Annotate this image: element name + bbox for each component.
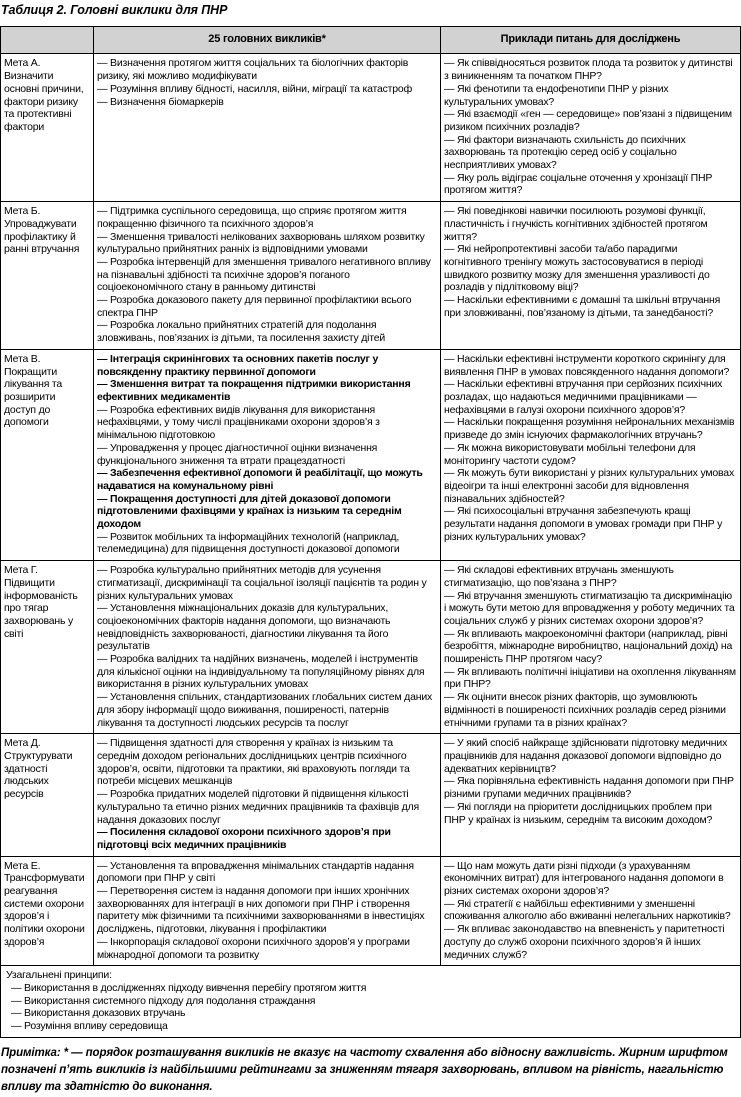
question-item: — Наскільки ефективними є домашні та шкільні втручання при зловживанні, пов’язаному із дітьми, та занедбаності?: [444, 294, 721, 319]
principle-item: — Використання системного підходу для подолання страждання: [11, 994, 316, 1007]
header-goal-cell: [1, 27, 94, 53]
table-body: [1, 53, 740, 965]
question-item: — Яку роль відіграє соціальне оточення у хронізації ПНР протягом життя?: [444, 171, 713, 197]
header-challenges-cell: 25 головних викликів*: [94, 27, 441, 53]
goal-cell: Мета Б. Упроваджувати профілактику й ранні втручання: [1, 202, 94, 349]
goal-cell: Мета Е. Трансформувати реагування системи охорони здоров’я і політики охорони здоров’я: [1, 857, 94, 966]
principle-item: — Використання доказових втручань: [11, 1007, 186, 1020]
challenge-item: — Інтеграція скринінгових та основних пакетів послуг у повсякденну практику первинної допомоги: [97, 352, 379, 378]
question-item: — Які стратегії є найбільш ефективними у зменшенні споживання алкоголю або вживанні нелегальних наркотиків?: [444, 897, 731, 923]
challenges-table: [0, 26, 741, 1038]
challenges-cell: [94, 54, 441, 201]
question-item: — Як впливає законодавство на впевненість у паритетності доступу до служб охорони психічного здоров’я й інших медичних служб?: [444, 923, 725, 961]
question-item: — Які втручання зменшують стигматизацію та дискримінацію і можуть бути метою для впровадження у роботу медичних та соціальних служб у різних системах охорони здоров’я?: [444, 589, 735, 627]
footnote: Примітка: * — порядок розташування викликів не вказує на частоту схвалення або відносну важливість. Жирним шрифтом позначені п’ять викликів із найбільшими рейтингами за зниженням тягаря захворювань, впливом на рівність, нагальністю впливу та здатністю до виконання.: [1, 1046, 728, 1094]
questions-cell: [441, 561, 740, 733]
table-row: [1, 349, 740, 560]
challenge-item: — Зменшення тривалості нелікованих захворювань шляхом розвитку культурально прийнятних ранніх із відповідними умовами: [97, 230, 425, 256]
goal-cell: Мета В. Покращити лікування та розширити доступ до допомоги: [1, 350, 94, 560]
question-item: — Які взаємодії «ген — середовище» пов’язані з підвищеним ризиком психічних розладів?: [444, 108, 732, 133]
question-item: — Які фенотипи та ендофенотипи ПНР у різних культуральних умовах?: [444, 82, 669, 108]
challenge-item: — Розуміння впливу бідності, насилля, війни, міграції та катастроф: [97, 82, 413, 95]
principles-title: Узагальнені принципи:: [6, 969, 112, 982]
question-item: — Як впливають політичні ініціативи на охоплення лікуванням при ПНР?: [444, 665, 736, 691]
challenge-item: — Підтримка суспільного середовища, що сприяє протягом життя покращенню фізичного та психічного здоров’я: [97, 205, 407, 230]
question-item: — Наскільки покращення розуміння нейрональних механізмів призведе до змін існуючих фармакологічних втручань?: [444, 416, 735, 442]
question-item: — Яка порівняльна ефективність надання допомоги при ПНР різними групами медичних працівників?: [444, 775, 734, 801]
challenges-cell: [94, 561, 441, 733]
question-item: — Що нам можуть дати різні підходи (з урахуванням економічних витрат) для інтегрованого надання допомоги в різних системах охорони здоров’я?: [444, 859, 724, 898]
challenge-item: — Установлення міжнаціональних доказів для культуральних, соціоекономічних факторів надання допомоги, що визначають невідповідність захворюваності, діагностики лікування та його результатів: [97, 602, 391, 653]
challenge-item: — Розробка культурально прийнятних методів для усунення стигматизації, дискримінації та соціальної ізоляції пацієнтів та родин у різних культуральних умовах: [97, 564, 427, 602]
question-item: — Як можуть бути використані у різних культуральних умовах відеоігри та інші електронні засоби для відновлення пізнавальних здібностей?: [444, 467, 734, 505]
question-item: — Які фактори визначають схильність до психічних захворювань та протекцію серед осіб у соціально несприятливих умовах?: [444, 133, 686, 172]
challenge-item: — Розробка придатних моделей підготовки й підвищення кількості культурально та етично різних медичних працівників та фахівців для надання доказових послуг: [97, 788, 420, 826]
challenge-item: — Розробка доказового пакету для первинної профілактики всього спектра ПНР: [97, 294, 412, 319]
challenge-item: — Упровадження у процес діагностичної оцінки визначення функціонального зниження та втрати працездатності: [97, 441, 378, 467]
question-item: — Які психосоціальні втручання забезпечують кращі результати надання допомоги в умовах громади при ПНР у різних культуральних умовах?: [444, 505, 723, 543]
question-item: — Які складові ефективних втручань зменшують стигматизацію, що пов’язана з ПНР?: [444, 564, 674, 589]
question-item: — Наскільки ефективні втручання при серйозних психічних розладах, що надаються медичними працівниками — нефахівцями в галузі охорони психічного здоров’я?: [444, 378, 723, 416]
challenge-item: — Розробка інтервенцій для зменшення тривалого негативного впливу на пізнавальні здібності та психічне здоров’я поганого соціоекономічного стану в ранньому дитинстві: [97, 255, 431, 294]
challenges-cell: [94, 350, 441, 560]
challenge-item: — Розробка ефективних видів лікування для використання нефахівцями, у тому числі працівниками охорони здоров’я з мінімальною підготовкою: [97, 403, 380, 442]
challenge-item: — Установлення спільних, стандартизованих глобальних систем даних для збору інформації щодо виживання, поширеності, патернів лікування та доступності людських ресурсів та послуг: [97, 691, 433, 729]
goal-cell: Мета Г. Підвищити інформованість про тягар захворювань у світі: [1, 561, 94, 733]
questions-cell: [441, 734, 740, 855]
questions-cell: [441, 202, 740, 349]
challenge-item: — Посилення складової охорони психічного здоров’я при підготовці всіх медичних працівників: [97, 826, 391, 851]
question-item: — Як можна використовувати мобільні телефони для моніторингу частоти судом?: [444, 441, 696, 467]
goal-cell: Мета А. Визначити основні причини, фактори ризику та протективні фактори: [1, 54, 94, 201]
principle-item: — Використання в дослідженнях підходу вивчення перебігу протягом життя: [11, 981, 367, 994]
challenge-item: — Розвиток мобільних та інформаційних технологій (наприклад, телемедицина) для підвищення доступності доказової допомоги: [97, 530, 400, 556]
header-questions-cell: Приклади питань для досліджень: [441, 27, 740, 53]
question-item: — Які нейропротективні засоби та/або парадигми когнітивного тренінгу можуть застосовуватися в періоді швидкого розвитку мозку для зменшення уразливості до розладів у підлітковому віці?: [444, 243, 710, 294]
challenge-item: — Визначення протягом життя соціальних та біологічних факторів ризику, які можливо модифікувати: [97, 57, 409, 83]
question-item: — У який спосіб найкраще здійснювати підготовку медичних працівників для надання доказової допомоги відповідно до адекватних керівництв?: [444, 737, 728, 775]
table-row: [1, 856, 740, 966]
question-item: — Які погляди на пріоритети дослідницьких проблем при ПНР у країнах із низьким, середнім та високим доходом?: [444, 800, 713, 826]
principle-item: — Розуміння впливу середовища: [11, 1020, 168, 1033]
principles-section: [1, 965, 740, 1037]
challenge-item: — Підвищення здатності для створення у країнах із низьким та середнім доходом регіональних дослідницьких центрів психічного здоров’я, освіти, підготовки та практики, які враховують погляди та потреби місцевих мешканців: [97, 737, 410, 788]
table-row: [1, 53, 740, 201]
table-header-row: [1, 27, 740, 53]
challenge-item: — Розробка локально прийнятних стратегій для подолання зловживань, пов’язаних із дітьми, та посилення захисту дітей: [97, 319, 386, 345]
challenge-item: — Визначення біомаркерів: [97, 95, 224, 108]
questions-cell: [441, 54, 740, 201]
question-item: — Як оцінити внесок різних факторів, що зумовлюють відмінності в поширеності психічних розладів серед різними етнічними групами та в різних країнах?: [444, 691, 726, 729]
challenge-item: — Розробка валідних та надійних визначень, моделей і інструментів для кількісної оцінки на індивідуальному та популяційному рівнях для використання в різних культуральних умовах: [97, 653, 425, 691]
challenge-item: — Зменшення витрат та покращення підтримки використання ефективних медикаментів: [97, 378, 411, 403]
question-item: — Як впливають макроекономічні фактори (наприклад, рівні безробіття, міжнародне виробництво, національний дохід) на поширеність ПНР протягом часу?: [444, 627, 733, 666]
goal-cell: Мета Д. Структурувати здатності людських ресурсів: [1, 734, 94, 855]
questions-cell: [441, 350, 740, 560]
question-item: — Як співвідносяться розвиток плода та розвиток у дитинстві з виникненням та початком ПНР?: [444, 57, 733, 83]
table-row: [1, 201, 740, 349]
challenges-cell: [94, 202, 441, 349]
challenge-item: — Забезпечення ефективної допомоги й реабілітації, що можуть надаватися на комунальному рівні: [97, 467, 423, 492]
table-row: [1, 560, 740, 733]
table-row: [1, 733, 740, 855]
question-item: — Які поведінкові навички посилюють розумові функції, пластичність і гнучкість когнітивних здібностей протягом життя?: [444, 205, 708, 243]
table-title: Таблиця 2. Головні виклики для ПНР: [1, 3, 228, 17]
challenge-item: — Перетворення систем із надання допомоги при інших хронічних захворюваннях для інтеграції в них допомоги при ПНР і створення паритету між фізичними та психічними захворюваннями в інвестиціях досліджень, підготовки, лікування і профілактики: [97, 885, 425, 936]
questions-cell: [441, 857, 740, 966]
challenge-item: — Покращення доступності для дітей доказової допомоги підготовленими фахівцями у країнах із низьким та середнім доходом: [97, 492, 402, 531]
challenge-item: — Інкорпорація складової охорони психічного здоров’я у програми міжнародної допомоги та розвитку: [97, 935, 410, 961]
challenges-cell: [94, 734, 441, 855]
principles-list: [6, 982, 735, 1033]
challenge-item: — Установлення та впровадження мінімальних стандартів надання допомоги при ПНР у світі: [97, 859, 414, 885]
challenges-cell: [94, 857, 441, 966]
question-item: — Наскільки ефективні інструменти короткого скринінгу для виявлення ПНР в умовах повсякденного надання допомоги?: [444, 352, 730, 378]
